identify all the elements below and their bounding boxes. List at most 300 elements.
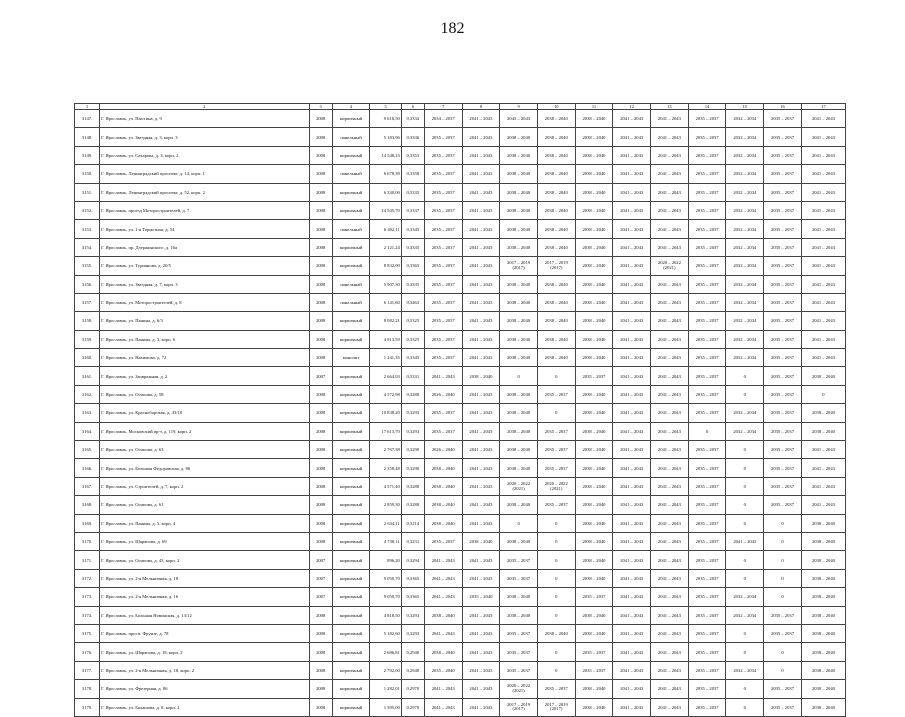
address-cell: Г. Ярославль, ул. Заовражная, д. 2 — [100, 367, 310, 385]
work-period-6-cell: 2041 – 2043 — [613, 312, 651, 330]
wear-cell: 0,3214 — [401, 514, 424, 532]
work-period-11-cell: 2041 – 2043 — [801, 477, 845, 495]
work-period-6-cell: 2041 – 2043 — [613, 698, 651, 716]
work-period-1-cell: 2035 – 2037 — [424, 293, 462, 311]
build-year-cell: 2008 — [309, 422, 332, 440]
wall-material-cell: кирпичный — [332, 514, 370, 532]
work-period-4-cell: 2038 – 2040 — [537, 165, 575, 183]
wall-material-cell: кирпичный — [332, 551, 370, 569]
work-period-2-cell: 2041 – 2043 — [462, 643, 500, 661]
address-cell: Г. Ярославль, ул. Пыстина, д. 9 — [100, 110, 310, 128]
address-cell: Г. Ярославль, Московский пр-т, д. 119, корп. 2 — [100, 422, 310, 440]
wall-material-cell: кирпичный — [332, 110, 370, 128]
wear-cell: 0,3231 — [401, 532, 424, 550]
work-period-7-cell: 2041 – 2043 — [651, 312, 689, 330]
work-period-7-cell: 2041 – 2043 — [651, 551, 689, 569]
repair-schedule-table — [74, 103, 846, 717]
work-period-6-cell: 2041 – 2043 — [613, 275, 651, 293]
work-period-5-cell: 2038 – 2040 — [575, 422, 613, 440]
row-number-cell: 3179. — [75, 698, 100, 716]
work-period-9-cell: 2032 – 2034 — [726, 201, 764, 219]
address-cell: Г. Ярославль, ул. Осипова, д. 43, корп. 2 — [100, 551, 310, 569]
work-period-8-cell: 2035 – 2037 — [688, 330, 726, 348]
area-cell: 4 738,11 — [370, 532, 401, 550]
row-number-cell: 3153. — [75, 220, 100, 238]
work-period-2-cell: 2041 – 2043 — [462, 257, 500, 275]
table-row — [75, 496, 846, 514]
table-row — [75, 404, 846, 422]
work-period-9-cell: 0 — [726, 385, 764, 403]
address-cell: Г. Ярославль, ул. Осипова, д. 61 — [100, 496, 310, 514]
work-period-4-cell: 2038 – 2040 — [537, 128, 575, 146]
area-cell: 6 492,11 — [370, 220, 401, 238]
build-year-cell: 2008 — [309, 275, 332, 293]
work-period-9-cell: 2032 – 2034 — [726, 588, 764, 606]
build-year-cell: 2008 — [309, 661, 332, 679]
work-period-8-cell: 2035 – 2037 — [688, 220, 726, 238]
address-cell: Г. Ярославль, ул. Нахимова, д. 72 — [100, 349, 310, 367]
work-period-2-cell: 2041 – 2043 — [462, 312, 500, 330]
work-period-9-cell: 0 — [726, 496, 764, 514]
build-year-cell: 2008 — [309, 128, 332, 146]
work-period-3-cell: 2035 – 2037 — [500, 643, 538, 661]
work-period-1-cell: 2041 – 2043 — [424, 588, 462, 606]
work-period-1-cell: 2035 – 2037 — [424, 220, 462, 238]
area-cell: 5 183,96 — [370, 128, 401, 146]
wall-material-cell: кирпичный — [332, 661, 370, 679]
work-period-2-cell: 2041 – 2043 — [462, 477, 500, 495]
area-cell: 2 358,48 — [370, 459, 401, 477]
area-cell: 5 907,30 — [370, 275, 401, 293]
work-period-6-cell: 2041 – 2043 — [613, 680, 651, 698]
work-period-2-cell: 2041 – 2043 — [462, 220, 500, 238]
work-period-10-cell: 2035 – 2037 — [764, 367, 802, 385]
work-period-3-cell: 2035 – 2037 — [500, 551, 538, 569]
work-period-1-cell: 2035 – 2037 — [424, 165, 462, 183]
work-period-5-cell: 2038 – 2040 — [575, 128, 613, 146]
column-number-cell: 6 — [401, 104, 424, 110]
work-period-8-cell: 2035 – 2037 — [688, 201, 726, 219]
work-period-3-cell: 2038 – 2040 — [500, 201, 538, 219]
wall-material-cell: кирпичный — [332, 496, 370, 514]
work-period-9-cell: 2032 – 2034 — [726, 422, 764, 440]
area-cell: 2 634,11 — [370, 514, 401, 532]
column-number-cell: 1 — [75, 104, 100, 110]
work-period-3-cell: 2020 – 2022 (2021) — [500, 477, 538, 495]
address-cell: Г. Ярославль, ул. Осипова, д. 58 — [100, 385, 310, 403]
work-period-6-cell: 2041 – 2043 — [613, 588, 651, 606]
build-year-cell: 2008 — [309, 477, 332, 495]
area-cell: 4 571,40 — [370, 477, 401, 495]
row-number-cell: 3158. — [75, 312, 100, 330]
work-period-8-cell: 2035 – 2037 — [688, 385, 726, 403]
wall-material-cell: кирпичный — [332, 698, 370, 716]
row-number-cell: 3157. — [75, 293, 100, 311]
wear-cell: 0,3335 — [401, 238, 424, 256]
area-cell: 6 678,39 — [370, 165, 401, 183]
work-period-10-cell: 2035 – 2037 — [764, 275, 802, 293]
work-period-4-cell: 2035 – 2037 — [537, 385, 575, 403]
wall-material-cell: кирпичный — [332, 569, 370, 587]
address-cell: Г. Ярославль, ул. 2-я Мельничная, д. 18, корп. 2 — [100, 661, 310, 679]
build-year-cell: 2007 — [309, 588, 332, 606]
wear-cell: 0,2970 — [401, 680, 424, 698]
build-year-cell: 2008 — [309, 514, 332, 532]
area-cell: 6 330,00 — [370, 183, 401, 201]
build-year-cell: 2008 — [309, 201, 332, 219]
table-row — [75, 367, 846, 385]
work-period-8-cell: 2035 – 2037 — [688, 698, 726, 716]
work-period-2-cell: 2041 – 2043 — [462, 459, 500, 477]
work-period-7-cell: 2041 – 2043 — [651, 422, 689, 440]
work-period-5-cell: 2035 – 2037 — [575, 588, 613, 606]
row-number-cell: 3159. — [75, 330, 100, 348]
work-period-10-cell: 2035 – 2037 — [764, 146, 802, 164]
work-period-7-cell: 2041 – 2043 — [651, 661, 689, 679]
area-cell: 5 182,60 — [370, 624, 401, 642]
area-cell: 1 395,00 — [370, 698, 401, 716]
table-row — [75, 588, 846, 606]
work-period-11-cell: 2041 – 2043 — [801, 183, 845, 201]
table-body — [75, 104, 846, 717]
address-cell: Г. Ярославль, ул. Туриянова, д. 20/5 — [100, 257, 310, 275]
work-period-8-cell: 2035 – 2037 — [688, 643, 726, 661]
work-period-2-cell: 2041 – 2043 — [462, 680, 500, 698]
work-period-4-cell: 2038 – 2040 — [537, 312, 575, 330]
row-number-cell: 3147. — [75, 110, 100, 128]
page-number: 182 — [440, 20, 465, 37]
work-period-3-cell: 2038 – 2040 — [500, 496, 538, 514]
address-cell: Г. Ярославль, проезд Моторостроителей, д. 7 — [100, 201, 310, 219]
table-row — [75, 312, 846, 330]
work-period-3-cell: 2038 – 2040 — [500, 293, 538, 311]
work-period-4-cell: 0 — [537, 532, 575, 550]
work-period-6-cell: 2041 – 2043 — [613, 569, 651, 587]
wear-cell: 0,3293 — [401, 624, 424, 642]
area-cell: 14 548,23 — [370, 146, 401, 164]
address-cell: Г. Ярославль, ул. Звездная, д. 7, корп. 3 — [100, 275, 310, 293]
wall-material-cell: кирпичный — [332, 477, 370, 495]
work-period-2-cell: 2041 – 2043 — [462, 165, 500, 183]
row-number-cell: 3169. — [75, 514, 100, 532]
table-row — [75, 220, 846, 238]
row-number-cell: 3165. — [75, 441, 100, 459]
area-cell: 8 082,21 — [370, 312, 401, 330]
table-row — [75, 201, 846, 219]
address-cell: Г. Ярославль, ул. Шарапова, д. 18, корп. 2 — [100, 643, 310, 661]
work-period-9-cell: 2032 – 2034 — [726, 312, 764, 330]
work-period-6-cell: 2041 – 2043 — [613, 477, 651, 495]
work-period-8-cell: 2035 – 2037 — [688, 551, 726, 569]
wall-material-cell: кирпичный — [332, 367, 370, 385]
work-period-10-cell: 2035 – 2037 — [764, 477, 802, 495]
build-year-cell: 2008 — [309, 698, 332, 716]
work-period-5-cell: 2038 – 2040 — [575, 201, 613, 219]
wear-cell: 0,3345 — [401, 349, 424, 367]
table-row — [75, 606, 846, 624]
work-period-2-cell: 2041 – 2043 — [462, 661, 500, 679]
work-period-7-cell: 2041 – 2043 — [651, 404, 689, 422]
work-period-3-cell: 2038 – 2040 — [500, 220, 538, 238]
address-cell: Г. Ярославль, ул. Шарапова, д. 69 — [100, 532, 310, 550]
wear-cell: 0,3365 — [401, 257, 424, 275]
area-cell: 14 545,70 — [370, 201, 401, 219]
work-period-11-cell: 2041 – 2043 — [801, 238, 845, 256]
work-period-3-cell: 2038 – 2040 — [500, 532, 538, 550]
work-period-9-cell: 0 — [726, 551, 764, 569]
work-period-9-cell: 2032 – 2034 — [726, 128, 764, 146]
work-period-11-cell: 2038 – 2040 — [801, 532, 845, 550]
work-period-8-cell: 2035 – 2037 — [688, 349, 726, 367]
table-row — [75, 624, 846, 642]
table-row — [75, 238, 846, 256]
work-period-11-cell: 2041 – 2043 — [801, 275, 845, 293]
work-period-11-cell: 2038 – 2040 — [801, 514, 845, 532]
address-cell: Г. Ярославль, ул. Звездная, д. 3, корп. 3 — [100, 128, 310, 146]
table-row — [75, 422, 846, 440]
row-number-cell: 3176. — [75, 643, 100, 661]
table-row — [75, 385, 846, 403]
work-period-7-cell: 2041 – 2043 — [651, 385, 689, 403]
work-period-10-cell: 2035 – 2037 — [764, 330, 802, 348]
work-period-7-cell: 2041 – 2043 — [651, 201, 689, 219]
work-period-3-cell: 2043 – 2043 — [500, 110, 538, 128]
work-period-10-cell: 2035 – 2037 — [764, 201, 802, 219]
area-cell: 2 121,24 — [370, 238, 401, 256]
wear-cell: 0,3336 — [401, 128, 424, 146]
work-period-2-cell: 2041 – 2043 — [462, 422, 500, 440]
work-period-8-cell: 2035 – 2037 — [688, 238, 726, 256]
wall-material-cell: кирпичный — [332, 422, 370, 440]
work-period-4-cell: 2038 – 2040 — [537, 201, 575, 219]
wear-cell: 0,3280 — [401, 385, 424, 403]
work-period-1-cell: 2038 – 2040 — [424, 496, 462, 514]
work-period-3-cell: 2038 – 2040 — [500, 404, 538, 422]
column-number-cell: 9 — [500, 104, 538, 110]
work-period-2-cell: 2041 – 2043 — [462, 238, 500, 256]
work-period-9-cell: 2032 – 2034 — [726, 275, 764, 293]
work-period-8-cell: 2035 – 2037 — [688, 496, 726, 514]
work-period-2-cell: 2041 – 2043 — [462, 183, 500, 201]
work-period-1-cell: 2035 – 2037 — [424, 275, 462, 293]
area-cell: 2 686,81 — [370, 643, 401, 661]
work-period-10-cell: 2035 – 2037 — [764, 496, 802, 514]
work-period-10-cell: 0 — [764, 569, 802, 587]
work-period-11-cell: 2041 – 2043 — [801, 441, 845, 459]
work-period-7-cell: 2041 – 2043 — [651, 588, 689, 606]
work-period-11-cell: 2041 – 2043 — [801, 257, 845, 275]
build-year-cell: 2008 — [309, 293, 332, 311]
work-period-8-cell: 0 — [688, 422, 726, 440]
table-row — [75, 275, 846, 293]
table-row — [75, 146, 846, 164]
wear-cell: 0,3294 — [401, 551, 424, 569]
build-year-cell: 2008 — [309, 496, 332, 514]
wear-cell: 0,3325 — [401, 312, 424, 330]
area-cell: 2 792,00 — [370, 661, 401, 679]
work-period-5-cell: 2035 – 2037 — [575, 367, 613, 385]
work-period-9-cell: 0 — [726, 624, 764, 642]
work-period-4-cell: 2038 – 2040 — [537, 220, 575, 238]
build-year-cell: 2008 — [309, 680, 332, 698]
column-number-cell: 15 — [726, 104, 764, 110]
wall-material-cell: кирпичный — [332, 330, 370, 348]
work-period-10-cell: 2035 – 2037 — [764, 698, 802, 716]
work-period-10-cell: 2035 – 2037 — [764, 624, 802, 642]
address-cell: Г. Ярославль, ул. Моторостроителей, д. 8 — [100, 293, 310, 311]
work-period-10-cell: 2035 – 2037 — [764, 183, 802, 201]
work-period-5-cell: 2038 – 2040 — [575, 257, 613, 275]
build-year-cell: 2008 — [309, 385, 332, 403]
work-period-7-cell: 2020 – 2022 (2021) — [651, 257, 689, 275]
work-period-4-cell: 0 — [537, 643, 575, 661]
work-period-10-cell: 2035 – 2037 — [764, 606, 802, 624]
work-period-10-cell: 2035 – 2037 — [764, 441, 802, 459]
work-period-10-cell: 0 — [764, 661, 802, 679]
work-period-11-cell: 2041 – 2043 — [801, 201, 845, 219]
work-period-1-cell: 2038 – 2040 — [424, 477, 462, 495]
table-row — [75, 330, 846, 348]
row-number-cell: 3154. — [75, 238, 100, 256]
address-cell: Г. Ярославль, просп. Фрунзе, д. 78 — [100, 624, 310, 642]
address-cell: Г. Ярославль, ул. Осипова, д. 63 — [100, 441, 310, 459]
work-period-9-cell: 0 — [726, 698, 764, 716]
column-number-cell: 8 — [462, 104, 500, 110]
table-row — [75, 110, 846, 128]
work-period-7-cell: 2041 – 2043 — [651, 128, 689, 146]
column-number-cell: 4 — [332, 104, 370, 110]
address-cell: Г. Ярославль, Ленинградский проспект, д. 52, корп. 2 — [100, 183, 310, 201]
work-period-11-cell: 2038 – 2040 — [801, 680, 845, 698]
work-period-6-cell: 2041 – 2043 — [613, 385, 651, 403]
work-period-6-cell: 2041 – 2043 — [613, 238, 651, 256]
row-number-cell: 3167. — [75, 477, 100, 495]
address-cell: Г. Ярославль, ул. Большая Новинская, д. 13/12 — [100, 606, 310, 624]
work-period-4-cell: 2038 – 2040 — [537, 110, 575, 128]
work-period-5-cell: 2038 – 2040 — [575, 551, 613, 569]
wall-material-cell: панельный — [332, 293, 370, 311]
work-period-11-cell: 2038 – 2040 — [801, 606, 845, 624]
work-period-10-cell: 2035 – 2037 — [764, 459, 802, 477]
work-period-6-cell: 2041 – 2043 — [613, 220, 651, 238]
wear-cell: 0,3334 — [401, 110, 424, 128]
work-period-4-cell: 2038 – 2040 — [537, 275, 575, 293]
work-period-2-cell: 2041 – 2043 — [462, 349, 500, 367]
wear-cell: 0,3280 — [401, 496, 424, 514]
work-period-2-cell: 2041 – 2043 — [462, 201, 500, 219]
work-period-10-cell: 2035 – 2037 — [764, 349, 802, 367]
work-period-7-cell: 2041 – 2043 — [651, 110, 689, 128]
work-period-9-cell: 2032 – 2034 — [726, 349, 764, 367]
build-year-cell: 2008 — [309, 146, 332, 164]
row-number-cell: 3173. — [75, 588, 100, 606]
build-year-cell: 2008 — [309, 165, 332, 183]
work-period-3-cell: 2017 – 2019 (2017) — [500, 257, 538, 275]
table-row — [75, 459, 846, 477]
work-period-10-cell: 0 — [764, 643, 802, 661]
work-period-9-cell: 2032 – 2034 — [726, 238, 764, 256]
column-number-cell: 2 — [100, 104, 310, 110]
work-period-5-cell: 2038 – 2040 — [575, 514, 613, 532]
work-period-8-cell: 2035 – 2037 — [688, 459, 726, 477]
wear-cell: 0,3293 — [401, 606, 424, 624]
wear-cell: 0,3280 — [401, 477, 424, 495]
work-period-9-cell: 2032 – 2034 — [726, 293, 764, 311]
work-period-6-cell: 2041 – 2043 — [613, 441, 651, 459]
work-period-8-cell: 2035 – 2037 — [688, 588, 726, 606]
work-period-6-cell: 2041 – 2043 — [613, 532, 651, 550]
work-period-6-cell: 2041 – 2043 — [613, 422, 651, 440]
area-cell: 2 664,03 — [370, 367, 401, 385]
work-period-4-cell: 2035 – 2037 — [537, 496, 575, 514]
wall-material-cell: панельный — [332, 220, 370, 238]
column-number-cell: 10 — [537, 104, 575, 110]
work-period-8-cell: 2035 – 2037 — [688, 680, 726, 698]
row-number-cell: 3171. — [75, 551, 100, 569]
build-year-cell: 2007 — [309, 569, 332, 587]
work-period-2-cell: 2041 – 2043 — [462, 330, 500, 348]
work-period-3-cell: 2038 – 2040 — [500, 238, 538, 256]
wear-cell: 0,3337 — [401, 201, 424, 219]
work-period-11-cell: 2041 – 2043 — [801, 330, 845, 348]
column-number-cell: 5 — [370, 104, 401, 110]
address-cell: Г. Ярославль, ул. 2-я Мельничная, д. 18 — [100, 569, 310, 587]
work-period-2-cell: 2041 – 2043 — [462, 110, 500, 128]
work-period-7-cell: 2041 – 2043 — [651, 275, 689, 293]
area-cell: 6 141,60 — [370, 293, 401, 311]
work-period-3-cell: 0 — [500, 367, 538, 385]
work-period-11-cell: 2041 – 2043 — [801, 128, 845, 146]
work-period-3-cell: 2038 – 2040 — [500, 165, 538, 183]
work-period-1-cell: 2026 – 2040 — [424, 385, 462, 403]
work-period-5-cell: 2038 – 2040 — [575, 459, 613, 477]
work-period-4-cell: 2035 – 2037 — [537, 680, 575, 698]
address-cell: Г. Ярославль, ул. Сахарова, д. 3, корп. 2 — [100, 146, 310, 164]
build-year-cell: 2007 — [309, 367, 332, 385]
table-row — [75, 514, 846, 532]
work-period-3-cell: 2017 – 2019 (2017) — [500, 698, 538, 716]
work-period-10-cell: 2035 – 2037 — [764, 293, 802, 311]
work-period-8-cell: 2035 – 2037 — [688, 257, 726, 275]
work-period-6-cell: 2041 – 2043 — [613, 459, 651, 477]
work-period-7-cell: 2041 – 2043 — [651, 459, 689, 477]
work-period-8-cell: 2035 – 2037 — [688, 624, 726, 642]
work-period-8-cell: 2035 – 2037 — [688, 532, 726, 550]
work-period-7-cell: 2041 – 2043 — [651, 165, 689, 183]
work-period-1-cell: 2038 – 2040 — [424, 606, 462, 624]
column-number-cell: 12 — [613, 104, 651, 110]
work-period-11-cell: 2041 – 2043 — [801, 459, 845, 477]
work-period-8-cell: 2035 – 2037 — [688, 606, 726, 624]
work-period-3-cell: 2035 – 2037 — [500, 624, 538, 642]
work-period-11-cell: 0 — [801, 385, 845, 403]
work-period-3-cell: 2035 – 2037 — [500, 569, 538, 587]
work-period-9-cell: 0 — [726, 367, 764, 385]
row-number-cell: 3161. — [75, 367, 100, 385]
row-number-cell: 3170. — [75, 532, 100, 550]
row-number-cell: 3172. — [75, 569, 100, 587]
work-period-5-cell: 2038 – 2040 — [575, 698, 613, 716]
work-period-6-cell: 2041 – 2043 — [613, 404, 651, 422]
work-period-1-cell: 2035 – 2037 — [424, 238, 462, 256]
column-number-cell: 17 — [801, 104, 845, 110]
work-period-9-cell: 2032 – 2034 — [726, 220, 764, 238]
work-period-11-cell: 2038 – 2040 — [801, 569, 845, 587]
build-year-cell: 2008 — [309, 404, 332, 422]
work-period-10-cell: 2035 – 2037 — [764, 312, 802, 330]
wall-material-cell: монолит — [332, 349, 370, 367]
work-period-10-cell: 2035 – 2037 — [764, 128, 802, 146]
